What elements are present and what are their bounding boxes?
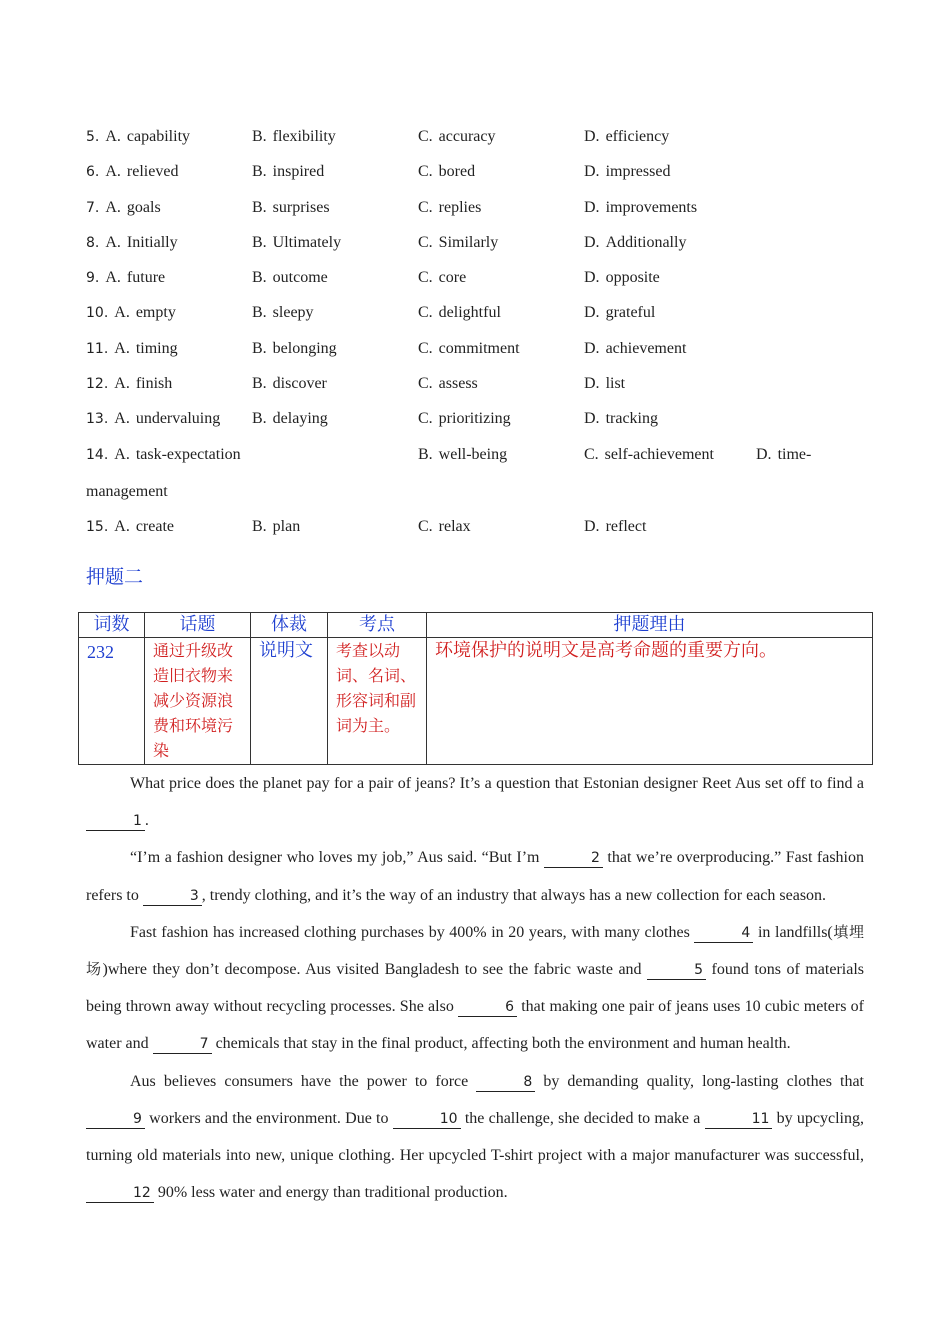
text: What price does the planet pay for a pair of jeans? It’s a question that Estonian designer Reet Aus set off to find a [130,775,864,792]
option-text: Ultimately [272,233,342,251]
option-text: task-expectation [135,445,241,463]
option-d [584,516,646,538]
header-topic: 话题 [145,613,251,638]
option-text: sleepy [272,304,314,322]
option-c [418,516,471,538]
text: chemicals that stay in the final product, affecting both the environment and human health. [211,1035,791,1053]
option-letter: D. [584,375,600,393]
option-letter: D. [584,128,600,145]
option-text: grateful [605,304,656,322]
paragraph-3 [86,914,864,1063]
option-text: finish [135,375,173,393]
option-row [86,232,866,267]
text: workers and the environment. Due to [144,1109,393,1127]
option-letter: D. [584,517,600,535]
text: Fast fashion has increased clothing purchases by 400% in 20 years, with many clothes [130,923,695,941]
option-d [584,408,658,430]
option-text: replies [438,198,482,216]
option-text: Additionally [605,233,687,251]
option-letter: A. [114,517,130,535]
blank-12: 12 [86,1184,154,1203]
option-letter: B. [418,445,433,463]
option-b [252,126,336,148]
option-letter: B. [252,128,267,145]
option-text: flexibility [272,128,336,145]
option-letter: B. [252,198,267,216]
header-genre: 体裁 [251,613,328,638]
text: by demanding quality, long-lasting clothes that [535,1072,865,1090]
option-c [418,126,496,148]
option-letter: A. [105,233,121,251]
option-text: Similarly [438,233,499,251]
header-test-points: 考点 [328,613,427,638]
blank-2: 2 [544,849,603,868]
option-text: timing [135,339,178,357]
option-text: time- [777,445,812,463]
option-text: improvements [605,198,698,216]
option-letter: D. [584,163,600,181]
option-letter: D. [756,445,772,463]
question-number: 11. [86,340,109,357]
option-text: empty [135,304,176,322]
option-c [418,267,466,289]
option-b [252,232,341,254]
blank-8: 8 [476,1073,535,1092]
cloze-passage [86,765,864,1211]
option-letter: B. [252,269,267,287]
chinese-gloss: 填埋场 [86,922,864,979]
option-text: surprises [272,198,330,216]
blank-4: 4 [694,924,753,943]
cell-reason: 环境保护的说明文是高考命题的重要方向。 [427,638,873,765]
option-text: prioritizing [438,410,511,428]
option-text: core [438,269,467,287]
option-text: goals [126,198,161,216]
option-b [252,408,328,430]
cell-test-points: 考查以动词、名词、形容词和副词为主。 [328,638,427,765]
text: “I’m a fashion designer who loves my job,” Aus said. “But I’m [130,849,544,867]
option-text: inspired [272,163,325,181]
option-row [86,126,866,161]
option-text: delightful [438,304,501,322]
option-letter: B. [252,517,267,535]
option-a [86,338,178,360]
option-text: relax [438,517,471,535]
option-letter: A. [114,375,130,393]
paragraph-1 [86,765,864,839]
question-number: 6. [86,164,100,181]
question-number: 9. [86,270,100,287]
option-letter: D. [584,269,600,287]
option-d [584,161,670,183]
option-text: efficiency [605,128,670,145]
option-letter: C. [418,128,433,145]
option-letter: D. [584,304,600,322]
option-letter: C. [418,269,433,287]
option-letter: B. [252,304,267,322]
option-row [86,516,866,551]
text: 90% less water and energy than traditional production. [153,1184,508,1202]
option-text: Initially [126,233,178,251]
option-letter: A. [114,410,130,428]
header-reason: 押题理由 [427,613,873,638]
cell-genre: 说明文 [251,638,328,765]
option-letter: A. [105,163,121,181]
option-row [86,373,866,408]
option-d-continued: management [86,482,168,500]
blank-11: 11 [705,1110,773,1129]
option-text: impressed [605,163,671,181]
option-text: future [126,269,166,287]
option-row [86,197,866,232]
blank-7: 7 [153,1035,212,1054]
option-letter: A. [114,304,130,322]
option-text: assess [438,375,478,393]
option-row [86,302,866,337]
text: in landfills( [753,923,833,941]
table-row [79,638,873,765]
option-letter: A. [105,269,121,287]
option-a [86,444,241,466]
section-title: 押题二 [86,566,144,588]
option-text: capability [126,128,191,145]
option-b [252,161,324,183]
option-letter: C. [418,163,433,181]
option-b [252,302,314,324]
text: )where they don’t decompose. Aus visited Bangladesh to see the fabric waste and [102,961,648,979]
option-letter: C. [418,410,433,428]
option-a [86,232,178,254]
blank-1: 1 [86,812,145,831]
option-a [86,373,172,395]
question-number: 7. [86,199,100,216]
cell-topic: 通过升级改造旧衣物来减少资源浪费和环境污染 [145,638,251,765]
option-letter: B. [252,339,267,357]
option-c [418,197,481,219]
question-number: 5. [86,129,100,145]
option-text: create [135,517,175,535]
paragraph-4 [86,1063,864,1212]
option-d [584,373,625,395]
option-c [418,161,475,183]
option-b [418,444,507,466]
option-letter: B. [252,163,267,181]
blank-5: 5 [647,961,706,980]
option-letter: C. [418,339,433,357]
option-b [252,516,300,538]
option-text: commitment [438,339,520,357]
option-text: plan [272,517,301,535]
option-a [86,267,165,289]
text: . [144,812,149,830]
blank-9: 9 [86,1110,145,1129]
option-text: outcome [272,269,328,287]
question-number: 15. [86,518,109,535]
option-text: undervaluing [135,410,221,428]
option-a [86,197,161,219]
question-number: 13. [86,411,109,428]
option-c [418,338,520,360]
option-letter: C. [418,517,433,535]
option-c [418,408,511,430]
option-text: belonging [272,339,337,357]
question-number: 10. [86,305,109,322]
option-text: bored [438,163,476,181]
option-b [252,338,337,360]
option-letter: C. [418,304,433,322]
option-letter: C. [418,198,433,216]
blank-6: 6 [458,998,517,1017]
header-word-count: 词数 [79,613,145,638]
question-number: 12. [86,376,109,393]
question-number: 8. [86,234,100,251]
option-d [584,267,660,289]
option-c [418,302,501,324]
blank-10: 10 [393,1110,461,1129]
text: by upcycling, turning old materials into new, unique clothing. Her upcycled T-shirt project with a major manufacturer was successful, [86,1109,865,1165]
option-text: delaying [272,410,328,428]
text: found tons of materials being thrown away without recycling processes. She also [86,961,864,1016]
option-text: list [605,375,626,393]
options-list [86,126,866,551]
option-text: well-being [438,445,508,463]
option-c [418,373,478,395]
option-d [584,338,686,360]
option-text: tracking [605,410,658,428]
option-text: opposite [605,269,660,287]
option-c [418,232,498,254]
text: Aus believes consumers have the power to force [130,1072,477,1090]
option-a [86,408,220,430]
option-row [86,408,866,443]
cell-word-count: 232 [79,638,145,765]
text: that we’re overproducing.” Fast fashion refers to [86,849,864,904]
paragraph-2 [86,839,864,913]
option-text: accuracy [438,128,496,145]
info-table [78,612,873,765]
option-text: relieved [126,163,179,181]
option-d [756,444,811,466]
option-letter: A. [105,128,121,145]
blank-3: 3 [143,887,202,906]
option-b [252,267,328,289]
option-letter: C. [418,233,433,251]
option-text: self-achievement [604,445,714,463]
option-letter: B. [252,410,267,428]
option-letter: C. [418,375,433,393]
option-text: discover [272,375,327,393]
option-row [86,161,866,196]
option-letter: C. [584,445,599,463]
option-row [86,267,866,302]
option-letter: A. [105,198,121,216]
option-letter: D. [584,198,600,216]
option-a [86,126,190,148]
option-text: achievement [605,339,687,357]
option-letter: D. [584,410,600,428]
option-letter: D. [584,339,600,357]
option-a [86,516,174,538]
option-b [252,197,330,219]
text: , trendy clothing, and it’s the way of an industry that always has a new collection for each season. [201,886,827,904]
option-text: reflect [605,517,647,535]
option-letter: B. [252,233,267,251]
table-header-row [79,613,873,638]
option-d [584,232,686,254]
option-c [584,444,714,466]
text: the challenge, she decided to make a [460,1109,705,1127]
text: that making one pair of jeans uses 10 cubic meters of water and [86,998,865,1053]
option-d [584,302,655,324]
option-d [584,126,669,148]
option-letter: A. [114,445,130,463]
option-letter: B. [252,375,267,393]
option-row [86,444,866,516]
option-letter: D. [584,233,600,251]
question-number: 14. [86,446,109,463]
option-b [252,373,327,395]
option-row [86,338,866,373]
option-d [584,197,697,219]
option-a [86,161,178,183]
option-a [86,302,176,324]
option-letter: A. [114,339,130,357]
